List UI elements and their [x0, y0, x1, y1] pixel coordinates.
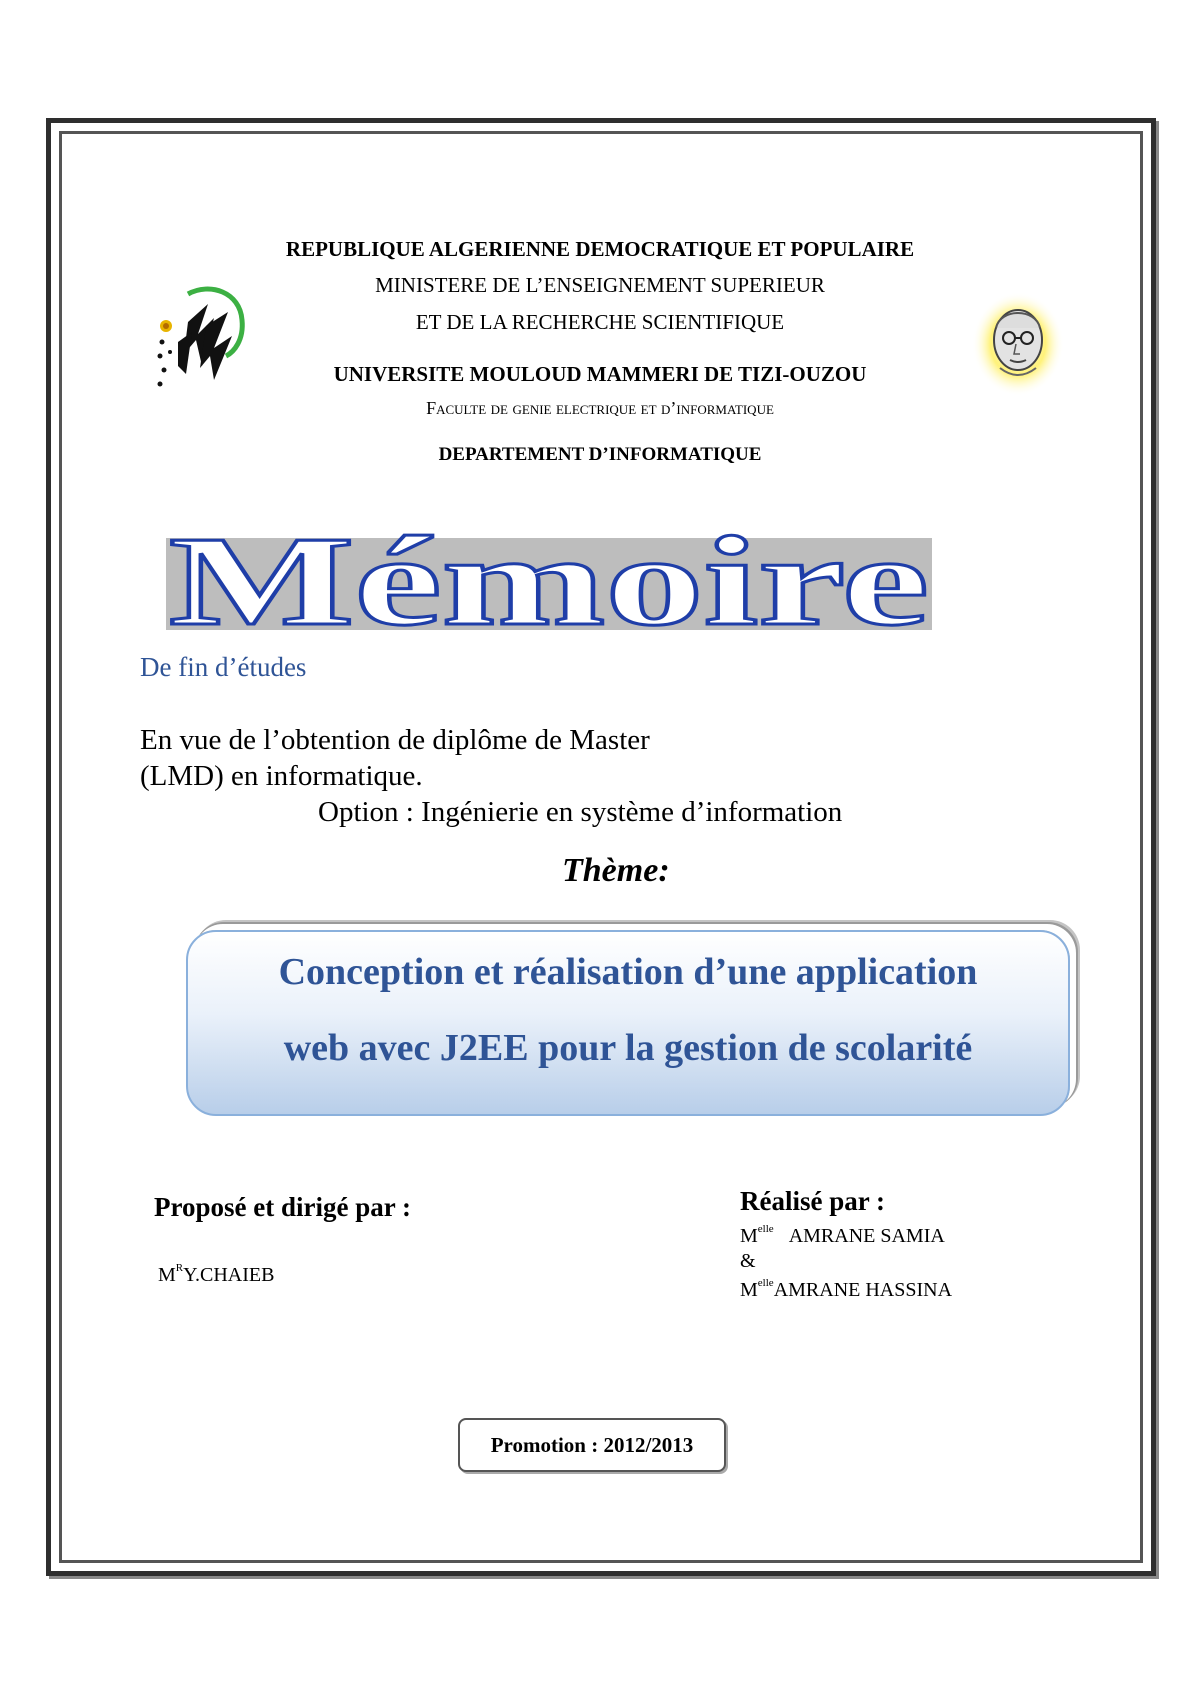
- faculty-name: Faculte de genie electrique et d’informatique: [426, 398, 774, 418]
- author-2-name: AMRANE HASSINA: [773, 1279, 953, 1301]
- ministry-line-2: ET DE LA RECHERCHE SCIENTIFIQUE: [415, 310, 785, 334]
- memoire-word: Mémoire: [169, 524, 929, 640]
- university-name: UNIVERSITE MOULOUD MAMMERI DE TIZI-OUZOU: [333, 362, 867, 386]
- supervisor-label: Proposé et dirigé par :: [154, 1192, 411, 1222]
- author-1-name: AMRANE SAMIA: [788, 1225, 945, 1247]
- theme-title-line-2: web avec J2EE pour la gestion de scolarité: [283, 1027, 973, 1069]
- theme-title-line-1: Conception et réalisation d’une application: [278, 951, 978, 993]
- author-2: [740, 1277, 952, 1302]
- supervisor-name-text: Y.CHAIEB: [183, 1264, 275, 1286]
- authors-separator: &: [740, 1250, 756, 1272]
- author-2-title-sup: elle: [757, 1277, 774, 1289]
- theme-label-text: Thème: [562, 852, 659, 889]
- department-name: DEPARTEMENT D’INFORMATIQUE: [438, 444, 762, 465]
- memoire-wordart: [166, 524, 932, 640]
- author-1-title-sup: elle: [757, 1223, 774, 1235]
- authors-label: Réalisé par :: [740, 1186, 885, 1216]
- ministry-line-1: MINISTERE DE L’ENSEIGNEMENT SUPERIEUR: [375, 273, 825, 297]
- theme-colon: :: [658, 852, 670, 889]
- author-1-title: M: [740, 1225, 758, 1247]
- republic-heading: REPUBLIQUE ALGERIENNE DEMOCRATIQUE ET POPULAIRE: [285, 237, 915, 261]
- author-1: [740, 1223, 945, 1248]
- supervisor-title: M: [158, 1264, 176, 1286]
- degree-line-2: (LMD) en informatique.: [140, 760, 423, 792]
- degree-option: Option : Ingénierie en système d’information: [318, 796, 843, 828]
- supervisor-title-sup: R: [175, 1262, 184, 1274]
- theme-label: [562, 852, 670, 890]
- portrait-logo-icon: [970, 290, 1066, 398]
- supervisor-name: [158, 1262, 274, 1287]
- theme-title-box: [186, 930, 1070, 1116]
- degree-line-1: En vue de l’obtention de diplôme de Master: [140, 724, 650, 756]
- promotion-box: Promotion : 2012/2013: [458, 1418, 726, 1472]
- university-logo-icon: [148, 282, 248, 402]
- author-2-title: M: [740, 1279, 758, 1301]
- memoire-subtitle: De fin d’études: [140, 652, 307, 682]
